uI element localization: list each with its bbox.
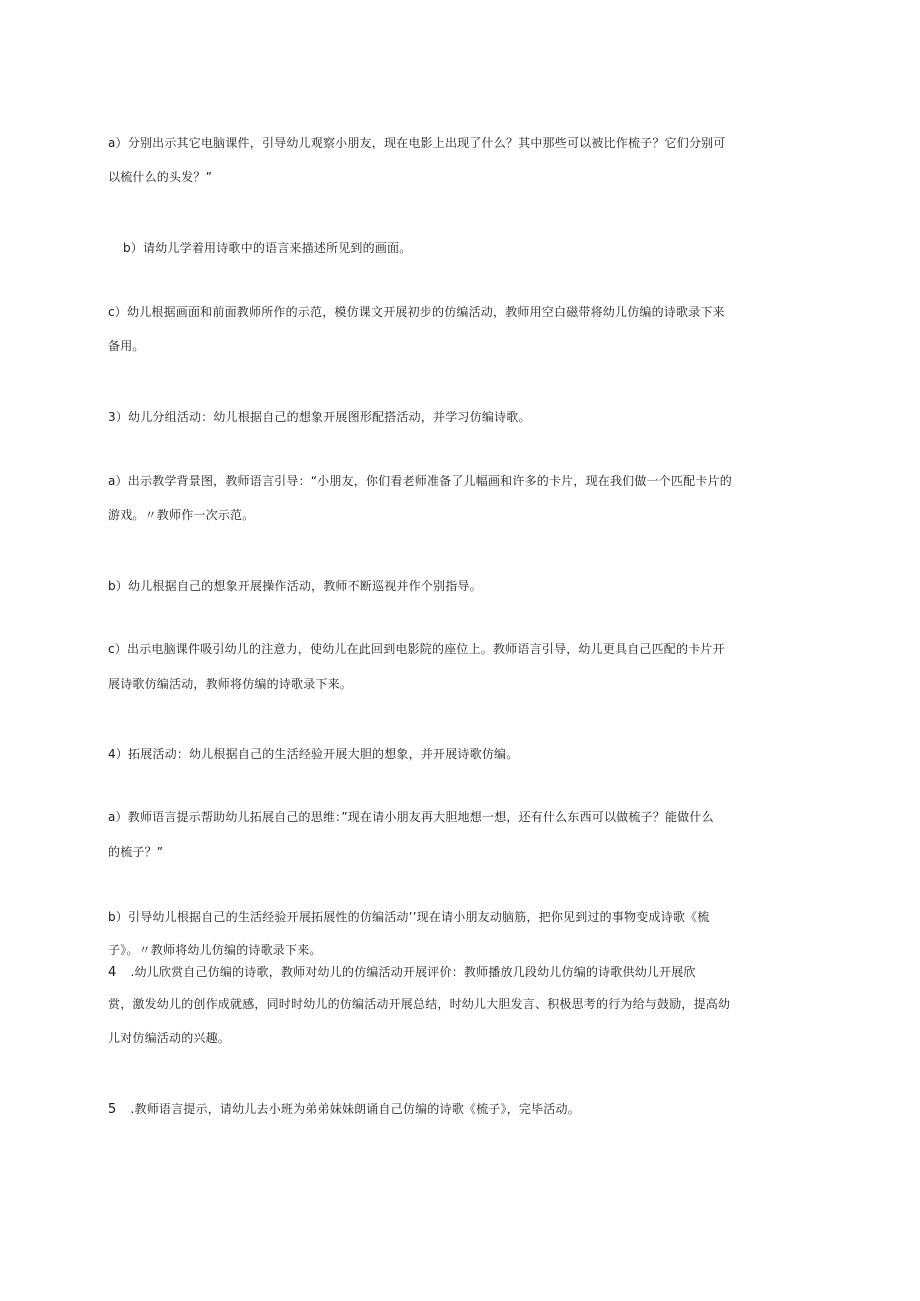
paragraph-line: 备用。	[108, 339, 145, 353]
step-4-line	[108, 964, 696, 981]
paragraph-line: 以梳什么的头发？”	[108, 170, 213, 184]
paragraph-line: 赏，激发幼儿的创作成就感，同时时幼儿的仿编活动开展总结，时幼儿大胆发言、积极思考的行为给与鼓励，提高幼	[108, 997, 731, 1011]
paragraph-line: b）幼儿根据自己的想象开展操作活动，教师不断巡视并作个别指导。	[108, 579, 482, 593]
paragraph-line: 子》。〃教师将幼儿仿编的诗歌录下来。	[108, 943, 322, 957]
step-number: 5	[108, 1102, 117, 1117]
paragraph-line: a）分别出示其它电脑课件，引导幼儿观察小朋友，现在电影上出现了什么？其中那些可以被比作梳子？它们分别可	[108, 136, 726, 150]
paragraph-line: c）幼儿根据画面和前面教师所作的示范，模仿课文开展初步的仿编活动，教师用空白磁带将幼儿仿编的诗歌录下来	[108, 305, 725, 319]
paragraph-line: c）出示电脑课件吸引幼儿的注意力，使幼儿在此回到电影院的座位上。教师语言引导，幼儿更具自己匹配的卡片开	[108, 642, 725, 656]
step-text: .教师语言提示，请幼儿去小班为弟弟妹妹朗诵自己仿编的诗歌《梳子》，完毕活动。	[130, 1102, 580, 1116]
paragraph-line: a）出示教学背景图，教师语言引导：“小朋友，你们看老师准备了儿幅画和许多的卡片，现在我们做一个匹配卡片的	[108, 474, 732, 488]
paragraph-line: a）教师语言提示帮助幼儿拓展自己的思维：”现在请小朋友再大胆地想一想，还有什么东西可以做梳子？能做什么	[108, 810, 714, 824]
step-number: 4	[108, 965, 117, 980]
section-heading: 3）幼儿分组活动：幼儿根据自己的想象开展图形配搭活动，并学习仿编诗歌。	[108, 410, 531, 424]
paragraph-line: 的梳子？”	[108, 845, 164, 859]
paragraph-line: 儿对仿编活动的兴趣。	[108, 1031, 231, 1045]
paragraph-line: b）请幼儿学着用诗歌中的语言来描述所见到的画面。	[123, 241, 412, 255]
step-5-line	[108, 1101, 580, 1118]
paragraph-line: b）引导幼儿根据自己的生活经验开展拓展性的仿编活动’’现在请小朋友动脑筋，把你见到过的事物变成诗歌《梳	[108, 910, 710, 924]
paragraph-line: 展诗歌仿编活动，教师将仿编的诗歌录下来。	[108, 677, 353, 691]
paragraph-line: 游戏。〃教师作一次示范。	[108, 508, 255, 522]
section-heading: 4）拓展活动：幼儿根据自己的生活经验开展大胆的想象，并开展诗歌仿编。	[108, 747, 519, 761]
step-text: .幼儿欣赏自己仿编的诗歌，教师对幼儿的仿编活动开展评价：教师播放几段幼儿仿编的诗歌供幼儿开展欣	[130, 965, 696, 979]
